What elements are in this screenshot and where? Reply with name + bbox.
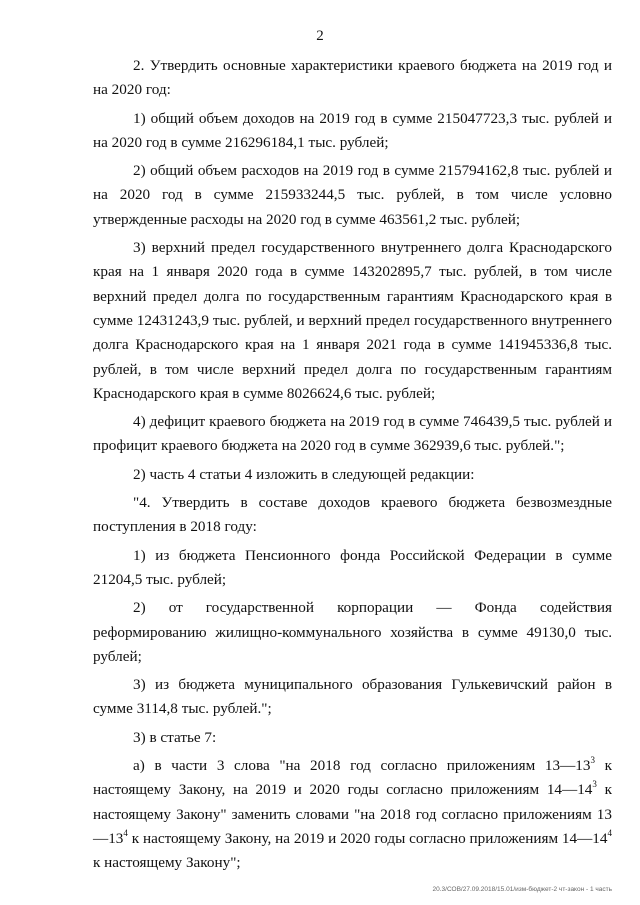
superscript-1: 3 (590, 754, 595, 765)
paragraph-7: "4. Утвердить в составе доходов краевого бюджета безвозмездные поступления в 2018 году: (93, 494, 612, 536)
paragraph-8: 1) из бюджета Пенсионного фонда Российской Федерации в сумме 21204,5 тыс. рублей; (93, 546, 612, 588)
superscript-2: 3 (592, 779, 597, 790)
paragraph-11: 3) в статье 7: (133, 728, 217, 746)
para-a-part3: к настоящему Закону" заменить словами "на 2018 год согласно приложениям 13—13 (93, 781, 612, 847)
paragraph-9: 2) от государственной корпорации — Фонда содействия реформированию жилищно-коммунального хозяйства в сумме 49130,0 тыс. рублей; (93, 599, 612, 665)
para-a-part5: к настоящему Закону"; (93, 854, 241, 872)
paragraph-2: 1) общий объем доходов на 2019 год в сумме 215047723,3 тыс. рублей и на 2020 год в сумме 216296184,1 тыс. рублей; (93, 109, 612, 151)
paragraph-10: 3) из бюджета муниципального образования Гулькевичский район в сумме 3114,8 тыс. рублей."; (93, 676, 612, 718)
para-a-part4: к настоящему Закону, на 2019 и 2020 годы согласно приложениям 14—14 (127, 829, 608, 847)
document-body (93, 54, 612, 880)
paragraph-1: 2. Утвердить основные характеристики краевого бюджета на 2019 год и на 2020 год: (93, 57, 612, 99)
superscript-3: 4 (123, 827, 128, 838)
paragraph-12 (93, 754, 612, 875)
paragraph-3: 2) общий объем расходов на 2019 год в сумме 215794162,8 тыс. рублей и на 2020 год в сумме 215933244,5 тыс. рублей, в том числе условно утвержденные расходы на 2020 год в сумме 463561,2 тыс. рублей; (93, 162, 612, 228)
footer-file-path: 20.3/СОВ/27.09.2018/15.01/изм-бюджет-2 чт-закон - 1 часть (432, 886, 612, 893)
paragraph-6: 2) часть 4 статьи 4 изложить в следующей редакции: (133, 465, 475, 483)
para-a-part1: а) в части 3 слова "на 2018 год согласно приложениям 13—13 (133, 757, 591, 775)
paragraph-4: 3) верхний предел государственного внутреннего долга Краснодарского края на 1 января 2020 года в сумме 143202895,7 тыс. рублей, в том числе верхний предел долга по государственным гарантиям Краснодарского края в сумме 12431243,9 тыс. рублей, и верхний предел государственного внутреннего долга Краснодарского края на 1 января 2021 года в сумме 141945336,8 тыс. рублей, в том числе верхний предел долга по государственным гарантиям Краснодарского края в сумме 8026624,6 тыс. рублей; (93, 239, 612, 402)
page-number: 2 (316, 28, 324, 44)
superscript-4: 4 (607, 827, 612, 838)
paragraph-5: 4) дефицит краевого бюджета на 2019 год в сумме 746439,5 тыс. рублей и профицит краевого бюджета на 2020 год в сумме 362939,6 тыс. рублей."; (93, 413, 612, 455)
para-a-part2: к настоящему Закону, на 2019 и 2020 годы согласно приложениям 14—14 (93, 757, 612, 799)
